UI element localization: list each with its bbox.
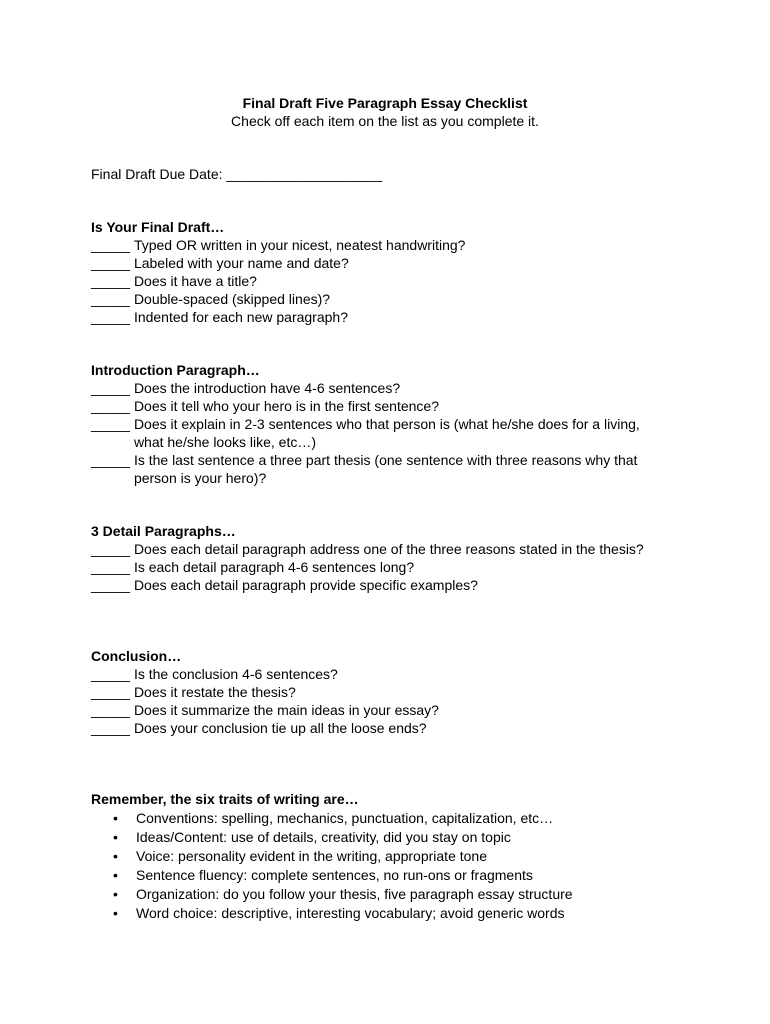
checklist-item — [91, 719, 691, 737]
list-item — [91, 847, 691, 866]
bullet-icon: • — [113, 810, 118, 826]
checklist-item — [91, 290, 691, 308]
bullet-icon: • — [113, 886, 118, 902]
list-item — [91, 904, 691, 923]
checklist-item — [91, 272, 691, 290]
section-heading: Remember, the six traits of writing are… — [91, 791, 359, 807]
check-blank: _____ — [91, 416, 130, 432]
checklist-item — [91, 254, 691, 272]
item-text: Does the introduction have 4-6 sentences? — [133, 380, 401, 396]
checklist-item — [91, 415, 661, 451]
document-title: Final Draft Five Paragraph Essay Checklist — [242, 95, 528, 111]
check-blank: _____ — [91, 577, 130, 593]
section-heading: Introduction Paragraph… — [91, 362, 260, 378]
checklist-item — [91, 576, 651, 594]
check-blank: _____ — [91, 309, 130, 325]
item-text: Does it tell who your hero is in the first sentence? — [133, 398, 439, 414]
trait-text: Conventions: spelling, mechanics, punctuation, capitalization, etc… — [136, 810, 554, 826]
checklist-item — [91, 379, 661, 397]
section-heading: 3 Detail Paragraphs… — [91, 523, 236, 539]
checklist-item — [91, 236, 691, 254]
check-blank: _____ — [91, 702, 130, 718]
bullet-icon: • — [113, 867, 118, 883]
check-blank: _____ — [91, 666, 130, 682]
checklist-item — [91, 397, 661, 415]
item-text: Does it summarize the main ideas in your essay? — [133, 702, 439, 718]
due-date-line — [91, 165, 382, 183]
checklist-item — [91, 308, 691, 326]
checklist-item — [91, 451, 661, 487]
checklist-item — [91, 540, 651, 558]
item-text: Double-spaced (skipped lines)? — [133, 291, 331, 307]
traits-list — [91, 809, 691, 923]
check-blank: _____ — [91, 291, 130, 307]
check-blank: _____ — [91, 559, 130, 575]
section-heading: Conclusion… — [91, 648, 182, 664]
check-blank: _____ — [91, 541, 130, 557]
section-conclusion — [91, 647, 691, 737]
list-item — [91, 866, 691, 885]
list-item — [91, 809, 691, 828]
trait-text: Organization: do you follow your thesis, five paragraph essay structure — [136, 886, 573, 902]
item-text: Does each detail paragraph address one of the three reasons stated in the thesis? — [133, 541, 644, 557]
item-text: Indented for each new paragraph? — [133, 309, 348, 325]
section-heading: Is Your Final Draft… — [91, 219, 225, 235]
checklist-item — [91, 683, 691, 701]
section-introduction — [91, 361, 661, 487]
bullet-icon: • — [113, 905, 118, 921]
item-text: Labeled with your name and date? — [133, 255, 349, 271]
check-blank: _____ — [91, 255, 130, 271]
item-text: Does it restate the thesis? — [133, 684, 296, 700]
trait-text: Sentence fluency: complete sentences, no run-ons or fragments — [136, 867, 533, 883]
check-blank: _____ — [91, 273, 130, 289]
check-blank: _____ — [91, 380, 130, 396]
item-text: Does your conclusion tie up all the loose ends? — [133, 720, 427, 736]
check-blank: _____ — [91, 398, 130, 414]
trait-text: Voice: personality evident in the writing, appropriate tone — [136, 848, 487, 864]
bullet-icon: • — [113, 848, 118, 864]
trait-text: Word choice: descriptive, interesting vocabulary; avoid generic words — [136, 905, 565, 921]
section-detail-paragraphs — [91, 522, 651, 594]
check-blank: _____ — [91, 452, 130, 468]
item-text: Does it have a title? — [133, 273, 257, 289]
item-text: Is each detail paragraph 4-6 sentences long? — [133, 559, 415, 575]
item-text: Typed OR written in your nicest, neatest handwriting? — [133, 237, 466, 253]
due-date-label: Final Draft Due Date: — [91, 166, 223, 182]
document-subtitle: Check off each item on the list as you complete it. — [231, 113, 539, 129]
checklist-item — [91, 558, 651, 576]
section-final-draft — [91, 218, 691, 326]
list-item — [91, 885, 691, 904]
due-date-blank: ____________________ — [226, 166, 383, 182]
item-text: Is the last sentence a three part thesis (one sentence with three reasons why that person is your hero)? — [133, 452, 638, 486]
item-text: Does it explain in 2-3 sentences who that person is (what he/she does for a living, what he/she looks like, etc…) — [133, 416, 640, 450]
checklist-item — [91, 665, 691, 683]
checklist-item — [91, 701, 691, 719]
check-blank: _____ — [91, 720, 130, 736]
trait-text: Ideas/Content: use of details, creativity, did you stay on topic — [136, 829, 511, 845]
item-text: Does each detail paragraph provide specific examples? — [133, 577, 478, 593]
bullet-icon: • — [113, 829, 118, 845]
check-blank: _____ — [91, 684, 130, 700]
document-header — [0, 94, 770, 130]
check-blank: _____ — [91, 237, 130, 253]
section-six-traits — [91, 790, 691, 923]
list-item — [91, 828, 691, 847]
item-text: Is the conclusion 4-6 sentences? — [133, 666, 338, 682]
